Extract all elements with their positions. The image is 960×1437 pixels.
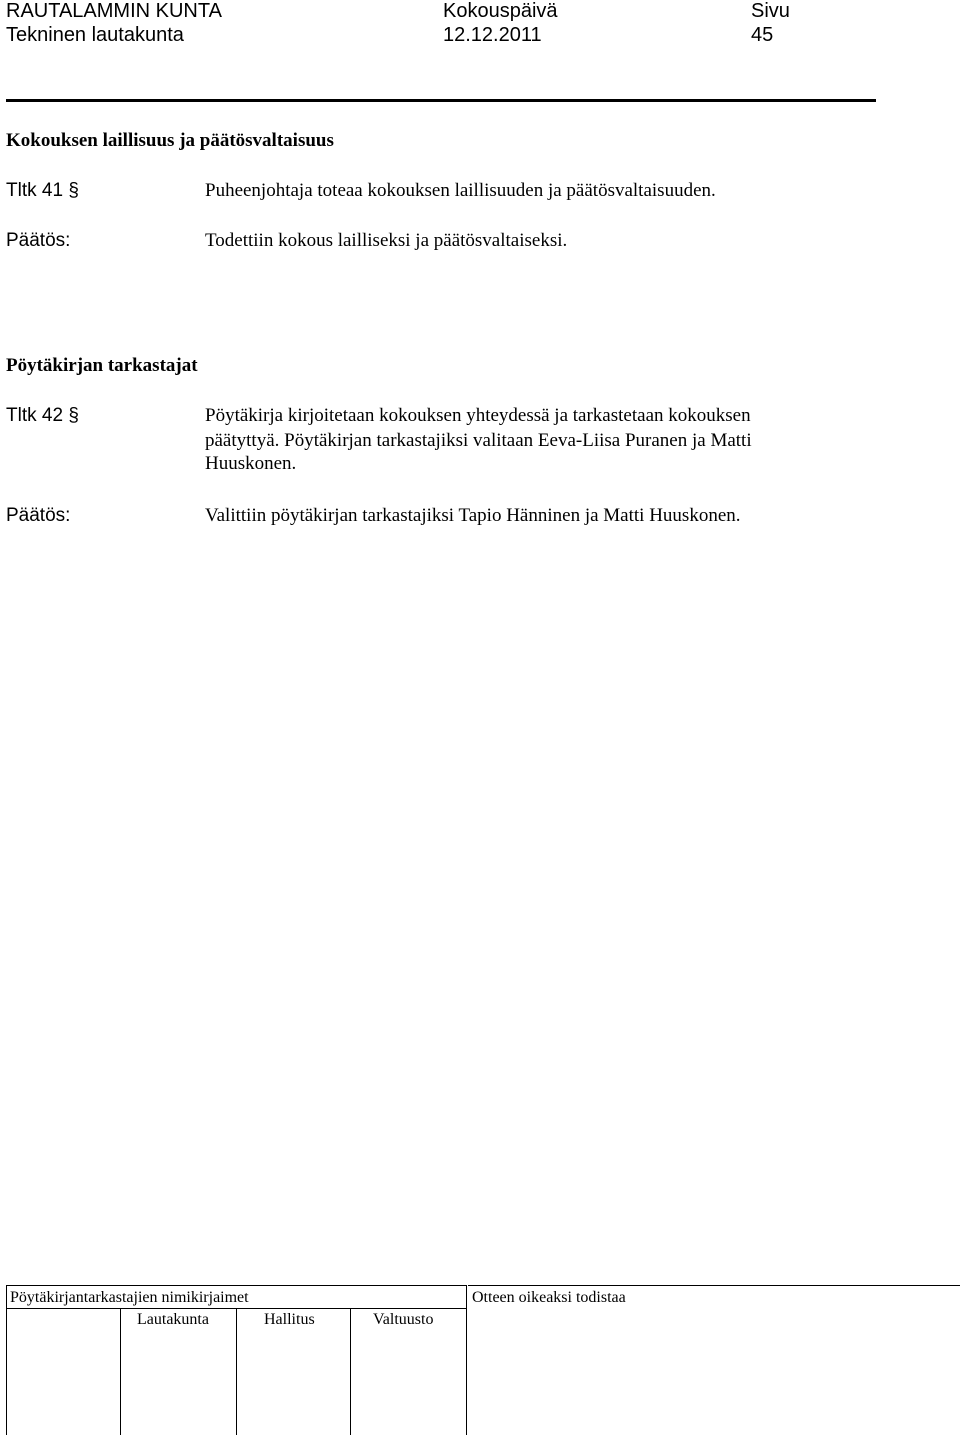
section-heading: Kokouksen laillisuus ja päätösvaltaisuus <box>6 130 334 151</box>
section-text: Puheenjohtaja toteaa kokouksen laillisuuden ja päätösvaltaisuuden. <box>205 180 716 201</box>
section-text-line: päätyttyä. Pöytäkirjan tarkastajiksi valitaan Eeva-Liisa Puranen ja Matti <box>205 430 752 451</box>
section-reference <box>6 405 79 427</box>
section-text-line: Huuskonen. <box>205 453 297 474</box>
footer-col-divider <box>350 1308 351 1435</box>
footer-middle-border <box>466 1285 467 1435</box>
header-divider <box>6 99 876 102</box>
column-hallitus: Hallitus <box>264 1311 315 1328</box>
organization-name: RAUTALAMMIN KUNTA <box>6 0 222 22</box>
decision-label: Päätös: <box>6 505 71 526</box>
section-ref-number: Tltk 42 <box>6 405 64 426</box>
section-reference <box>6 180 79 202</box>
footer-top-line-right <box>468 1285 960 1286</box>
decision-text: Valittiin pöytäkirjan tarkastajiksi Tapio Hänninen ja Matti Huuskonen. <box>205 505 741 526</box>
meeting-date-label: Kokouspäivä <box>443 0 558 22</box>
footer-col-divider <box>236 1308 237 1435</box>
page-label: Sivu <box>751 0 790 22</box>
decision-label: Päätös: <box>6 230 71 251</box>
decision-text: Todettiin kokous lailliseksi ja päätösvaltaiseksi. <box>205 230 568 251</box>
committee-name: Tekninen lautakunta <box>6 24 184 46</box>
footer-col-divider <box>120 1308 121 1435</box>
footer-top-line-left <box>6 1285 466 1286</box>
section-ref-number: Tltk 41 <box>6 180 64 201</box>
section-symbol: § <box>68 405 79 426</box>
section-heading: Pöytäkirjan tarkastajat <box>6 355 198 376</box>
section-text-line: Pöytäkirja kirjoitetaan kokouksen yhteydessä ja tarkastetaan kokouksen <box>205 405 751 426</box>
column-valtuusto: Valtuusto <box>373 1311 434 1328</box>
initials-label: Pöytäkirjantarkastajien nimikirjaimet <box>10 1289 249 1306</box>
column-lautakunta: Lautakunta <box>137 1311 209 1328</box>
section-symbol: § <box>68 180 79 201</box>
meeting-date: 12.12.2011 <box>443 24 542 46</box>
page-number: 45 <box>751 24 774 46</box>
certify-label: Otteen oikeaksi todistaa <box>472 1289 626 1306</box>
